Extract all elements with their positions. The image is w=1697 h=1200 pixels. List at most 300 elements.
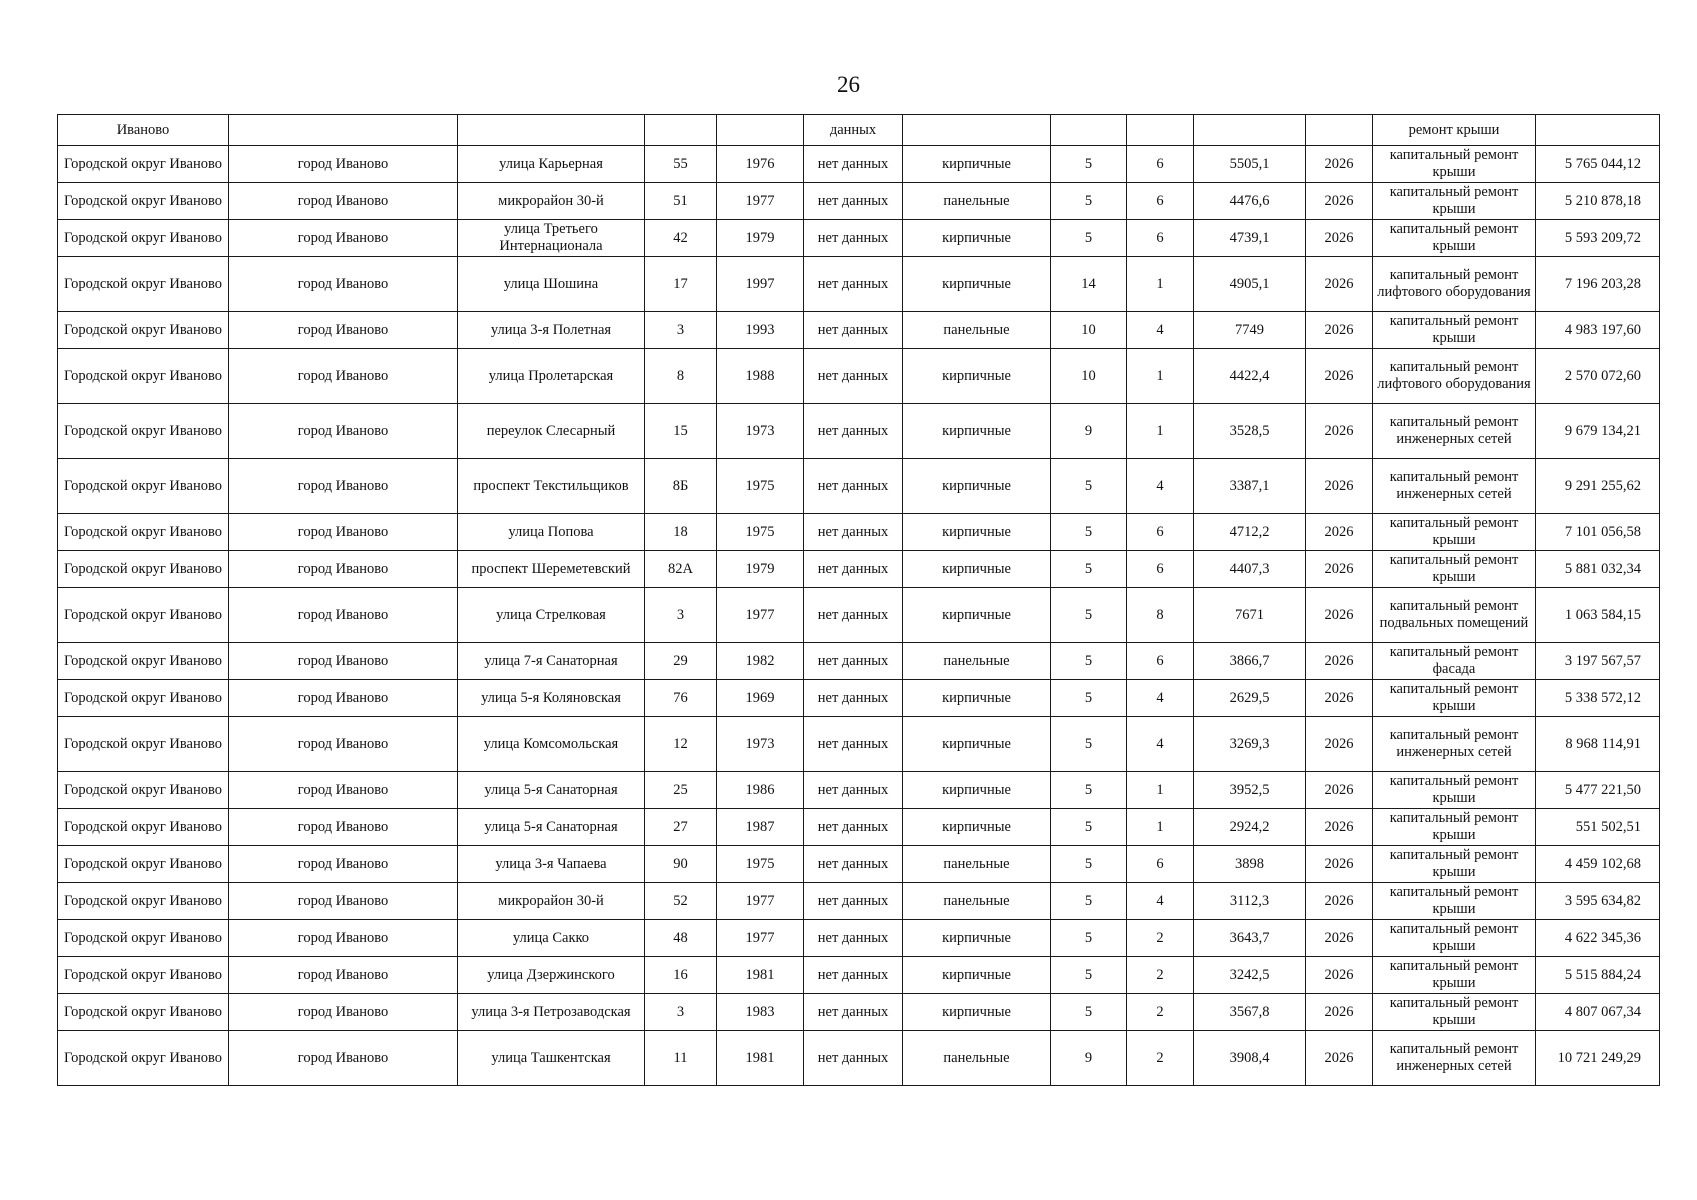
cost-cell: 7 196 203,28 [1536, 257, 1660, 312]
settlement-cell: город Иваново [229, 1031, 458, 1086]
work-type-cell: капитальный ремонт крыши [1373, 846, 1536, 883]
year-built-cell: 1997 [717, 257, 804, 312]
wall-material-cell: кирпичные [903, 717, 1051, 772]
area-cell: 5505,1 [1194, 146, 1306, 183]
table-row [58, 551, 1660, 588]
work-type-cell: капитальный ремонт крыши [1373, 994, 1536, 1031]
plan-year-cell [1306, 115, 1373, 146]
cost-cell: 3 595 634,82 [1536, 883, 1660, 920]
street-cell: улица 5-я Санаторная [458, 809, 645, 846]
entrances-cell: 6 [1127, 551, 1194, 588]
municipality-cell: Городской округ Иваново [58, 459, 229, 514]
floors-cell: 5 [1051, 551, 1127, 588]
table-row [58, 772, 1660, 809]
year-commissioning-cell: нет данных [804, 312, 903, 349]
street-cell: улица 3-я Полетная [458, 312, 645, 349]
page-number: 26 [837, 72, 860, 97]
settlement-cell: город Иваново [229, 680, 458, 717]
year-commissioning-cell: нет данных [804, 772, 903, 809]
year-commissioning-cell: нет данных [804, 257, 903, 312]
cost-cell: 2 570 072,60 [1536, 349, 1660, 404]
plan-year-cell: 2026 [1306, 312, 1373, 349]
work-type-cell: капитальный ремонт фасада [1373, 643, 1536, 680]
floors-cell: 5 [1051, 883, 1127, 920]
year-built-cell: 1979 [717, 220, 804, 257]
cost-cell: 10 721 249,29 [1536, 1031, 1660, 1086]
year-commissioning-cell: нет данных [804, 551, 903, 588]
table-row [58, 717, 1660, 772]
area-cell: 3952,5 [1194, 772, 1306, 809]
area-cell: 2924,2 [1194, 809, 1306, 846]
year-commissioning-cell: нет данных [804, 514, 903, 551]
work-type-cell: ремонт крыши [1373, 115, 1536, 146]
year-commissioning-cell: нет данных [804, 183, 903, 220]
municipality-cell: Городской округ Иваново [58, 551, 229, 588]
year-commissioning-cell: нет данных [804, 994, 903, 1031]
street-cell: улица Сакко [458, 920, 645, 957]
floors-cell: 10 [1051, 349, 1127, 404]
settlement-cell: город Иваново [229, 643, 458, 680]
street-cell: улица 7-я Санаторная [458, 643, 645, 680]
floors-cell: 5 [1051, 220, 1127, 257]
table-row [58, 312, 1660, 349]
plan-year-cell: 2026 [1306, 1031, 1373, 1086]
plan-year-cell: 2026 [1306, 920, 1373, 957]
house-number-cell: 27 [645, 809, 717, 846]
street-cell: улица Дзержинского [458, 957, 645, 994]
year-built-cell: 1981 [717, 1031, 804, 1086]
municipality-cell: Городской округ Иваново [58, 404, 229, 459]
floors-cell: 9 [1051, 1031, 1127, 1086]
municipality-cell: Городской округ Иваново [58, 994, 229, 1031]
plan-year-cell: 2026 [1306, 717, 1373, 772]
street-cell: улица 3-я Чапаева [458, 846, 645, 883]
municipality-cell: Иваново [58, 115, 229, 146]
year-built-cell [717, 115, 804, 146]
cost-cell: 5 477 221,50 [1536, 772, 1660, 809]
year-built-cell: 1982 [717, 643, 804, 680]
work-type-cell: капитальный ремонт инженерных сетей [1373, 404, 1536, 459]
municipality-cell: Городской округ Иваново [58, 809, 229, 846]
floors-cell: 14 [1051, 257, 1127, 312]
year-built-cell: 1988 [717, 349, 804, 404]
area-cell: 4905,1 [1194, 257, 1306, 312]
year-built-cell: 1973 [717, 404, 804, 459]
year-commissioning-cell: нет данных [804, 1031, 903, 1086]
street-cell: микрорайон 30-й [458, 183, 645, 220]
house-number-cell: 8 [645, 349, 717, 404]
area-cell: 3242,5 [1194, 957, 1306, 994]
year-commissioning-cell: нет данных [804, 588, 903, 643]
settlement-cell: город Иваново [229, 257, 458, 312]
entrances-cell: 6 [1127, 514, 1194, 551]
cost-cell: 4 807 067,34 [1536, 994, 1660, 1031]
cost-cell: 551 502,51 [1536, 809, 1660, 846]
table-row [58, 994, 1660, 1031]
entrances-cell: 8 [1127, 588, 1194, 643]
year-built-cell: 1975 [717, 514, 804, 551]
entrances-cell: 1 [1127, 257, 1194, 312]
year-commissioning-cell: нет данных [804, 404, 903, 459]
plan-year-cell: 2026 [1306, 772, 1373, 809]
year-built-cell: 1987 [717, 809, 804, 846]
wall-material-cell: панельные [903, 1031, 1051, 1086]
cost-cell: 4 459 102,68 [1536, 846, 1660, 883]
table-row [58, 588, 1660, 643]
floors-cell: 5 [1051, 957, 1127, 994]
table-row [58, 680, 1660, 717]
street-cell: переулок Слесарный [458, 404, 645, 459]
municipality-cell: Городской округ Иваново [58, 846, 229, 883]
wall-material-cell: кирпичные [903, 920, 1051, 957]
street-cell: проспект Текстильщиков [458, 459, 645, 514]
floors-cell [1051, 115, 1127, 146]
house-number-cell: 18 [645, 514, 717, 551]
work-type-cell: капитальный ремонт подвальных помещений [1373, 588, 1536, 643]
municipality-cell: Городской округ Иваново [58, 220, 229, 257]
municipality-cell: Городской округ Иваново [58, 772, 229, 809]
entrances-cell: 2 [1127, 1031, 1194, 1086]
street-cell [458, 115, 645, 146]
house-number-cell: 11 [645, 1031, 717, 1086]
house-number-cell: 55 [645, 146, 717, 183]
cost-cell: 4 622 345,36 [1536, 920, 1660, 957]
wall-material-cell: кирпичные [903, 809, 1051, 846]
entrances-cell: 4 [1127, 883, 1194, 920]
wall-material-cell: кирпичные [903, 220, 1051, 257]
year-built-cell: 1977 [717, 920, 804, 957]
cost-cell: 7 101 056,58 [1536, 514, 1660, 551]
year-built-cell: 1986 [717, 772, 804, 809]
plan-year-cell: 2026 [1306, 643, 1373, 680]
settlement-cell: город Иваново [229, 920, 458, 957]
work-type-cell: капитальный ремонт крыши [1373, 551, 1536, 588]
municipality-cell: Городской округ Иваново [58, 183, 229, 220]
work-type-cell: капитальный ремонт крыши [1373, 220, 1536, 257]
house-number-cell: 52 [645, 883, 717, 920]
work-type-cell: капитальный ремонт крыши [1373, 146, 1536, 183]
plan-year-cell: 2026 [1306, 809, 1373, 846]
floors-cell: 5 [1051, 514, 1127, 551]
cost-cell: 5 765 044,12 [1536, 146, 1660, 183]
floors-cell: 5 [1051, 772, 1127, 809]
table-body [58, 115, 1660, 1086]
table-row [58, 809, 1660, 846]
year-built-cell: 1977 [717, 883, 804, 920]
table-row [58, 115, 1660, 146]
settlement-cell [229, 115, 458, 146]
street-cell: улица Карьерная [458, 146, 645, 183]
entrances-cell: 1 [1127, 349, 1194, 404]
plan-year-cell: 2026 [1306, 183, 1373, 220]
plan-year-cell: 2026 [1306, 588, 1373, 643]
area-cell: 3898 [1194, 846, 1306, 883]
year-commissioning-cell: нет данных [804, 349, 903, 404]
street-cell: проспект Шереметевский [458, 551, 645, 588]
area-cell: 4422,4 [1194, 349, 1306, 404]
floors-cell: 5 [1051, 846, 1127, 883]
year-built-cell: 1983 [717, 994, 804, 1031]
plan-year-cell: 2026 [1306, 680, 1373, 717]
housing-repair-table [57, 114, 1660, 1086]
cost-cell: 4 983 197,60 [1536, 312, 1660, 349]
house-number-cell: 51 [645, 183, 717, 220]
floors-cell: 5 [1051, 183, 1127, 220]
wall-material-cell: кирпичные [903, 459, 1051, 514]
wall-material-cell [903, 115, 1051, 146]
street-cell: улица Пролетарская [458, 349, 645, 404]
table-row [58, 514, 1660, 551]
table-row [58, 920, 1660, 957]
area-cell: 3528,5 [1194, 404, 1306, 459]
year-built-cell: 1977 [717, 588, 804, 643]
settlement-cell: город Иваново [229, 717, 458, 772]
wall-material-cell: панельные [903, 183, 1051, 220]
entrances-cell: 6 [1127, 146, 1194, 183]
plan-year-cell: 2026 [1306, 994, 1373, 1031]
table-row [58, 349, 1660, 404]
settlement-cell: город Иваново [229, 220, 458, 257]
cost-cell: 5 881 032,34 [1536, 551, 1660, 588]
year-commissioning-cell: нет данных [804, 643, 903, 680]
work-type-cell: капитальный ремонт крыши [1373, 883, 1536, 920]
floors-cell: 5 [1051, 809, 1127, 846]
wall-material-cell: кирпичные [903, 588, 1051, 643]
area-cell: 3567,8 [1194, 994, 1306, 1031]
cost-cell: 8 968 114,91 [1536, 717, 1660, 772]
cost-cell: 9 291 255,62 [1536, 459, 1660, 514]
area-cell: 7749 [1194, 312, 1306, 349]
settlement-cell: город Иваново [229, 312, 458, 349]
plan-year-cell: 2026 [1306, 957, 1373, 994]
municipality-cell: Городской округ Иваново [58, 883, 229, 920]
work-type-cell: капитальный ремонт крыши [1373, 772, 1536, 809]
floors-cell: 5 [1051, 717, 1127, 772]
floors-cell: 5 [1051, 459, 1127, 514]
street-cell: улица Попова [458, 514, 645, 551]
work-type-cell: капитальный ремонт крыши [1373, 680, 1536, 717]
table-row [58, 220, 1660, 257]
floors-cell: 5 [1051, 994, 1127, 1031]
area-cell: 4476,6 [1194, 183, 1306, 220]
house-number-cell: 12 [645, 717, 717, 772]
work-type-cell: капитальный ремонт крыши [1373, 312, 1536, 349]
settlement-cell: город Иваново [229, 772, 458, 809]
area-cell: 3643,7 [1194, 920, 1306, 957]
wall-material-cell: панельные [903, 883, 1051, 920]
year-commissioning-cell: нет данных [804, 717, 903, 772]
municipality-cell: Городской округ Иваново [58, 146, 229, 183]
municipality-cell: Городской округ Иваново [58, 717, 229, 772]
year-commissioning-cell: нет данных [804, 809, 903, 846]
entrances-cell: 2 [1127, 957, 1194, 994]
wall-material-cell: панельные [903, 846, 1051, 883]
work-type-cell: капитальный ремонт инженерных сетей [1373, 717, 1536, 772]
entrances-cell: 1 [1127, 809, 1194, 846]
year-built-cell: 1977 [717, 183, 804, 220]
cost-cell: 1 063 584,15 [1536, 588, 1660, 643]
year-commissioning-cell: нет данных [804, 957, 903, 994]
settlement-cell: город Иваново [229, 551, 458, 588]
entrances-cell: 4 [1127, 459, 1194, 514]
house-number-cell: 16 [645, 957, 717, 994]
wall-material-cell: кирпичные [903, 994, 1051, 1031]
settlement-cell: город Иваново [229, 349, 458, 404]
cost-cell: 9 679 134,21 [1536, 404, 1660, 459]
plan-year-cell: 2026 [1306, 220, 1373, 257]
floors-cell: 5 [1051, 920, 1127, 957]
floors-cell: 9 [1051, 404, 1127, 459]
floors-cell: 5 [1051, 643, 1127, 680]
work-type-cell: капитальный ремонт крыши [1373, 183, 1536, 220]
entrances-cell: 4 [1127, 680, 1194, 717]
entrances-cell: 1 [1127, 404, 1194, 459]
settlement-cell: город Иваново [229, 514, 458, 551]
municipality-cell: Городской округ Иваново [58, 312, 229, 349]
house-number-cell: 3 [645, 588, 717, 643]
area-cell [1194, 115, 1306, 146]
year-built-cell: 1993 [717, 312, 804, 349]
area-cell: 2629,5 [1194, 680, 1306, 717]
work-type-cell: капитальный ремонт инженерных сетей [1373, 1031, 1536, 1086]
entrances-cell: 4 [1127, 717, 1194, 772]
street-cell: улица 5-я Коляновская [458, 680, 645, 717]
wall-material-cell: панельные [903, 312, 1051, 349]
municipality-cell: Городской округ Иваново [58, 514, 229, 551]
floors-cell: 10 [1051, 312, 1127, 349]
wall-material-cell: кирпичные [903, 772, 1051, 809]
year-commissioning-cell: нет данных [804, 680, 903, 717]
table-row [58, 459, 1660, 514]
settlement-cell: город Иваново [229, 404, 458, 459]
house-number-cell: 29 [645, 643, 717, 680]
wall-material-cell: кирпичные [903, 551, 1051, 588]
year-built-cell: 1979 [717, 551, 804, 588]
municipality-cell: Городской округ Иваново [58, 1031, 229, 1086]
settlement-cell: город Иваново [229, 146, 458, 183]
year-built-cell: 1981 [717, 957, 804, 994]
work-type-cell: капитальный ремонт крыши [1373, 920, 1536, 957]
table-row [58, 846, 1660, 883]
settlement-cell: город Иваново [229, 957, 458, 994]
floors-cell: 5 [1051, 680, 1127, 717]
area-cell: 4407,3 [1194, 551, 1306, 588]
year-commissioning-cell: данных [804, 115, 903, 146]
work-type-cell: капитальный ремонт крыши [1373, 809, 1536, 846]
wall-material-cell: кирпичные [903, 146, 1051, 183]
street-cell: улица Ташкентская [458, 1031, 645, 1086]
floors-cell: 5 [1051, 146, 1127, 183]
year-commissioning-cell: нет данных [804, 920, 903, 957]
house-number-cell: 3 [645, 994, 717, 1031]
municipality-cell: Городской округ Иваново [58, 643, 229, 680]
entrances-cell: 1 [1127, 772, 1194, 809]
municipality-cell: Городской округ Иваново [58, 588, 229, 643]
area-cell: 3908,4 [1194, 1031, 1306, 1086]
settlement-cell: город Иваново [229, 846, 458, 883]
entrances-cell: 6 [1127, 846, 1194, 883]
street-cell: улица Шошина [458, 257, 645, 312]
plan-year-cell: 2026 [1306, 146, 1373, 183]
street-cell: улица Стрелковая [458, 588, 645, 643]
year-built-cell: 1976 [717, 146, 804, 183]
house-number-cell: 25 [645, 772, 717, 809]
house-number-cell: 42 [645, 220, 717, 257]
municipality-cell: Городской округ Иваново [58, 920, 229, 957]
table-row [58, 183, 1660, 220]
wall-material-cell: кирпичные [903, 404, 1051, 459]
street-cell: улица Третьего Интернационала [458, 220, 645, 257]
house-number-cell: 15 [645, 404, 717, 459]
floors-cell: 5 [1051, 588, 1127, 643]
cost-cell [1536, 115, 1660, 146]
plan-year-cell: 2026 [1306, 349, 1373, 404]
plan-year-cell: 2026 [1306, 404, 1373, 459]
house-number-cell: 48 [645, 920, 717, 957]
municipality-cell: Городской округ Иваново [58, 349, 229, 404]
house-number-cell [645, 115, 717, 146]
year-commissioning-cell: нет данных [804, 459, 903, 514]
settlement-cell: город Иваново [229, 883, 458, 920]
table-row [58, 883, 1660, 920]
street-cell: улица Комсомольская [458, 717, 645, 772]
cost-cell: 5 515 884,24 [1536, 957, 1660, 994]
wall-material-cell: панельные [903, 643, 1051, 680]
house-number-cell: 76 [645, 680, 717, 717]
table-row [58, 957, 1660, 994]
house-number-cell: 82А [645, 551, 717, 588]
settlement-cell: город Иваново [229, 588, 458, 643]
year-built-cell: 1975 [717, 459, 804, 514]
year-commissioning-cell: нет данных [804, 846, 903, 883]
area-cell: 3269,3 [1194, 717, 1306, 772]
entrances-cell [1127, 115, 1194, 146]
house-number-cell: 3 [645, 312, 717, 349]
entrances-cell: 2 [1127, 994, 1194, 1031]
year-built-cell: 1969 [717, 680, 804, 717]
street-cell: улица 3-я Петрозаводская [458, 994, 645, 1031]
work-type-cell: капитальный ремонт лифтового оборудования [1373, 257, 1536, 312]
wall-material-cell: кирпичные [903, 514, 1051, 551]
entrances-cell: 6 [1127, 220, 1194, 257]
cost-cell: 5 210 878,18 [1536, 183, 1660, 220]
plan-year-cell: 2026 [1306, 459, 1373, 514]
municipality-cell: Городской округ Иваново [58, 957, 229, 994]
municipality-cell: Городской округ Иваново [58, 257, 229, 312]
work-type-cell: капитальный ремонт крыши [1373, 957, 1536, 994]
street-cell: улица 5-я Санаторная [458, 772, 645, 809]
work-type-cell: капитальный ремонт лифтового оборудования [1373, 349, 1536, 404]
plan-year-cell: 2026 [1306, 257, 1373, 312]
table-row [58, 643, 1660, 680]
year-built-cell: 1975 [717, 846, 804, 883]
year-commissioning-cell: нет данных [804, 220, 903, 257]
table-row [58, 257, 1660, 312]
wall-material-cell: кирпичные [903, 257, 1051, 312]
municipality-cell: Городской округ Иваново [58, 680, 229, 717]
area-cell: 4712,2 [1194, 514, 1306, 551]
year-commissioning-cell: нет данных [804, 146, 903, 183]
area-cell: 4739,1 [1194, 220, 1306, 257]
settlement-cell: город Иваново [229, 183, 458, 220]
area-cell: 3112,3 [1194, 883, 1306, 920]
entrances-cell: 4 [1127, 312, 1194, 349]
table-row [58, 404, 1660, 459]
house-number-cell: 8Б [645, 459, 717, 514]
street-cell: микрорайон 30-й [458, 883, 645, 920]
plan-year-cell: 2026 [1306, 551, 1373, 588]
settlement-cell: город Иваново [229, 459, 458, 514]
